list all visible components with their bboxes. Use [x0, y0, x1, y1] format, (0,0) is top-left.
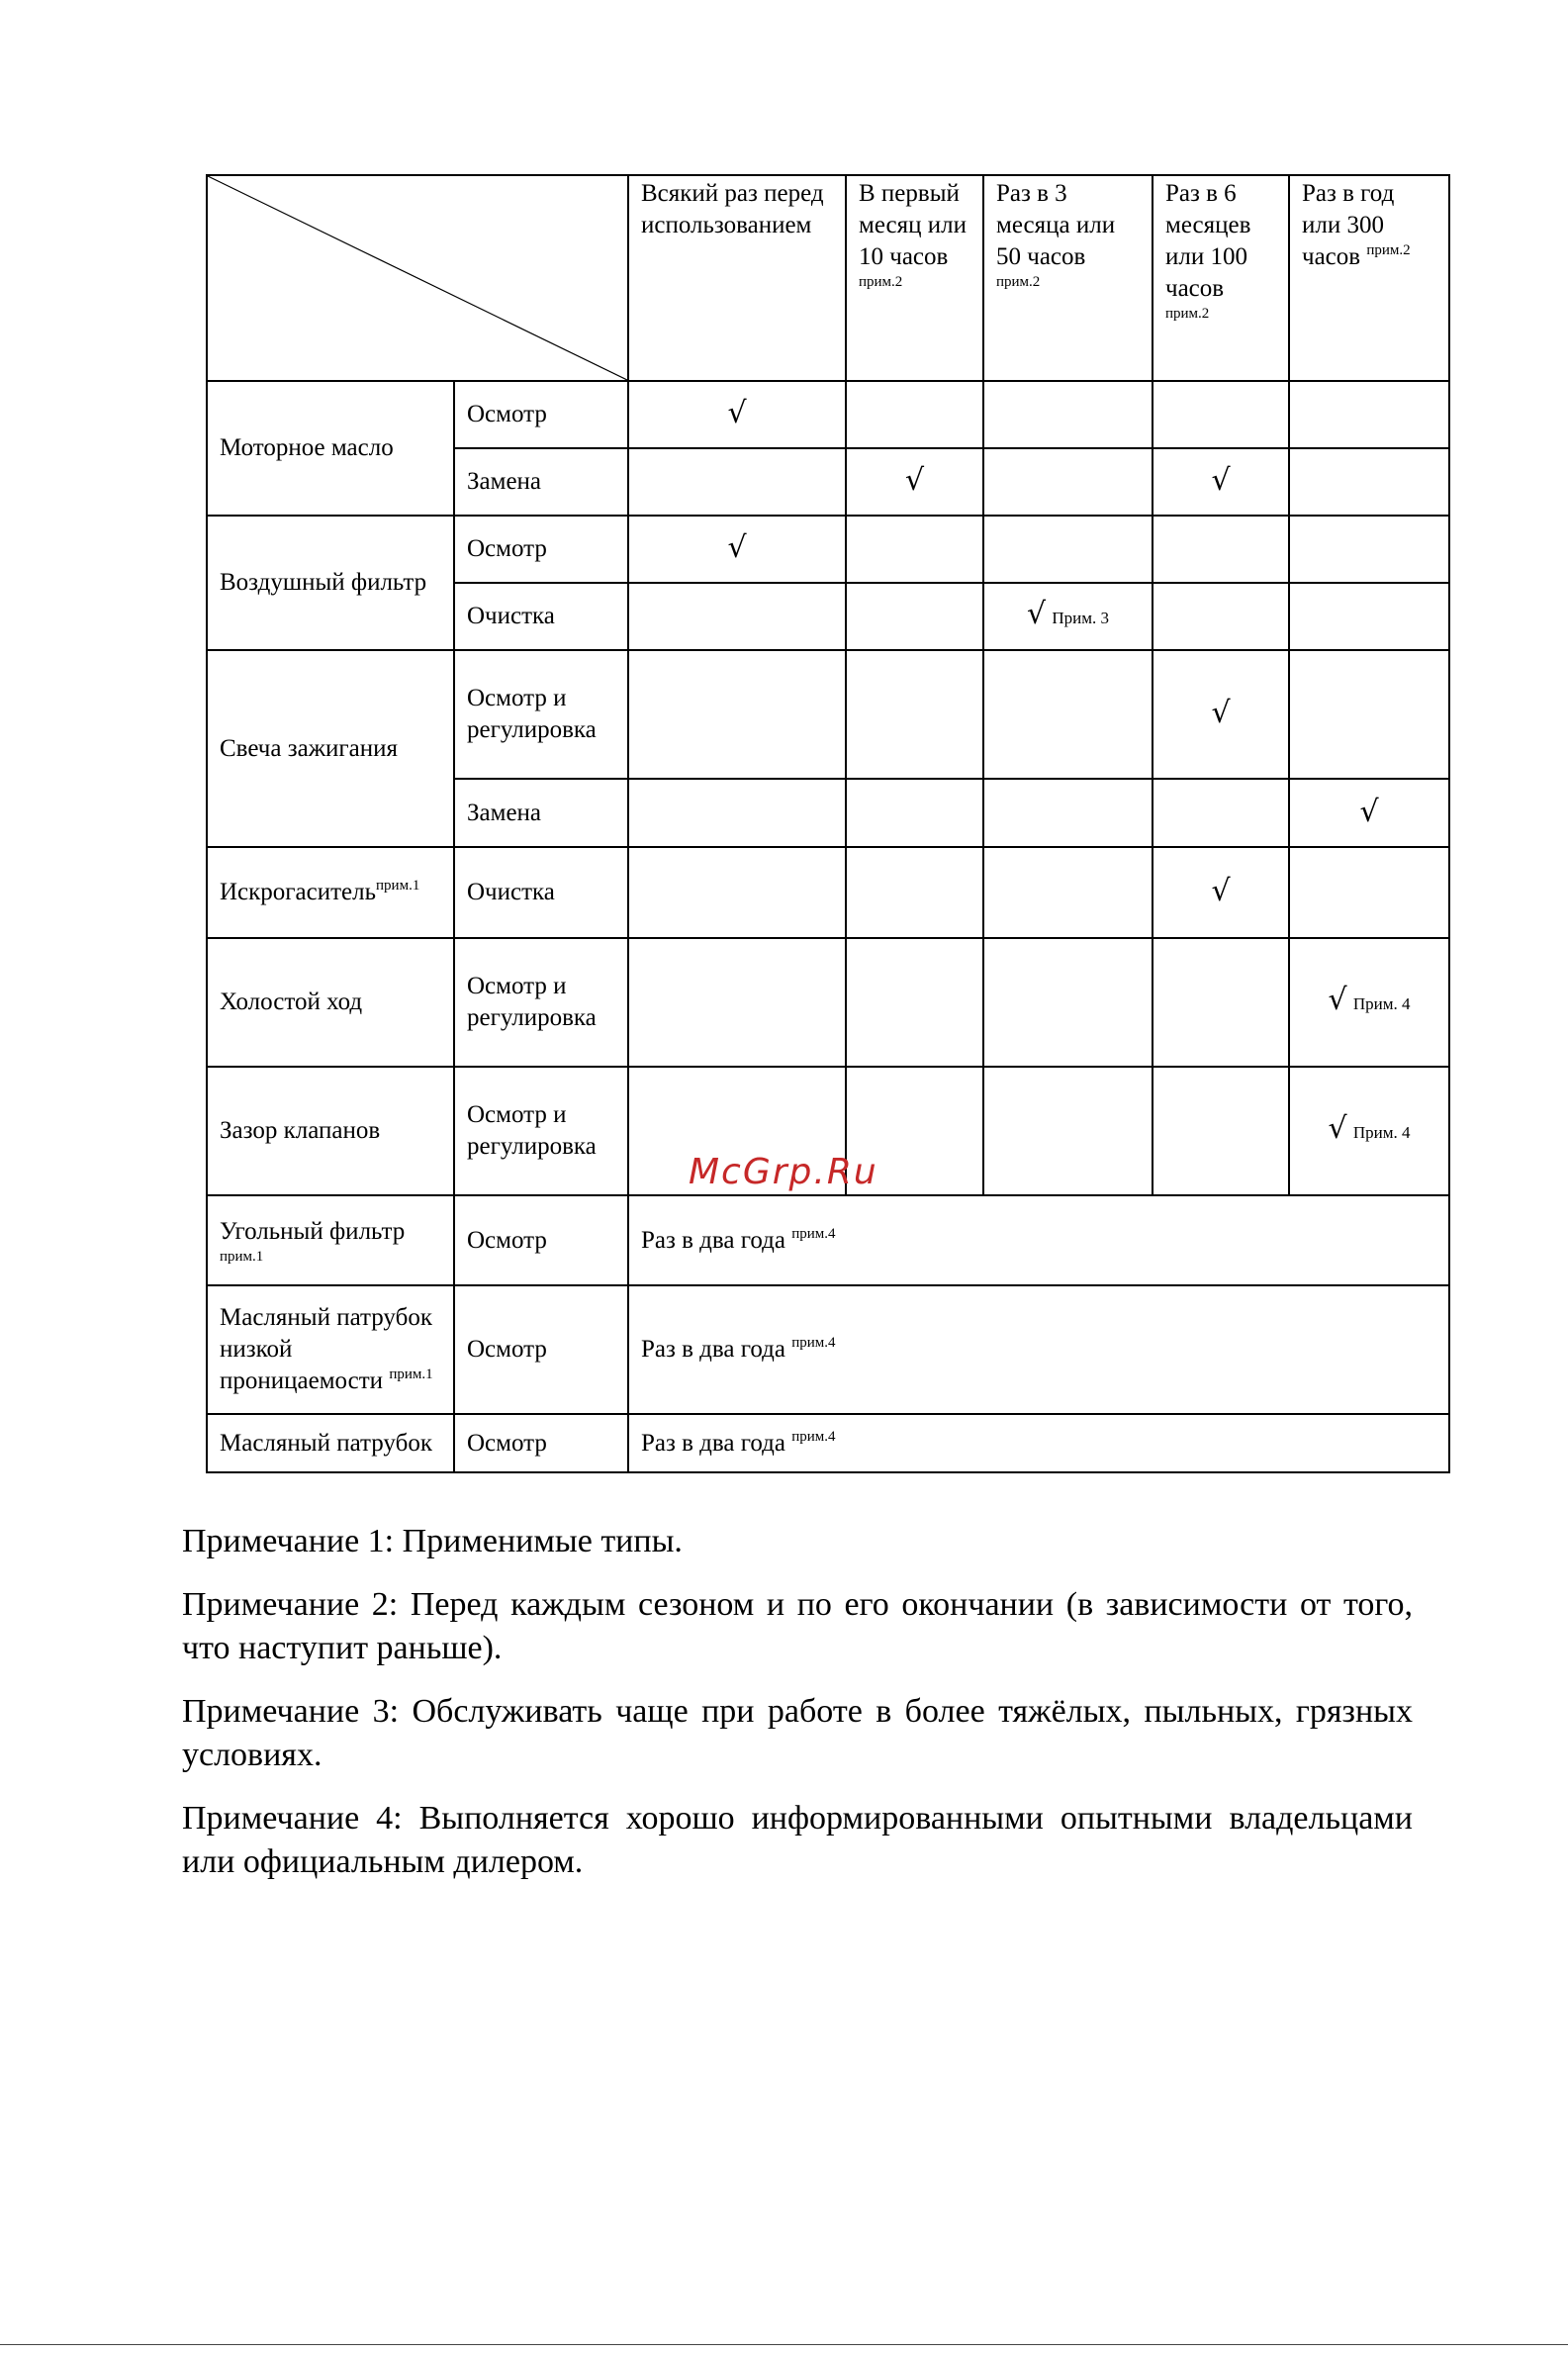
check-cell	[628, 381, 846, 448]
diagonal-header-cell	[207, 175, 628, 381]
table-row	[207, 381, 1449, 448]
table-row	[207, 1414, 1449, 1472]
operation-cell: Осмотр	[454, 381, 628, 448]
period-cell: Раз в два года $^{прим.4}$	[628, 1414, 1449, 1472]
item-oil-hose: Масляный патрубок	[207, 1414, 454, 1472]
header-6-months: Раз в 6 месяцев или 100 часов прим.2	[1153, 175, 1289, 381]
note-1: Примечание 1: Применимые типы.	[182, 1523, 683, 1559]
operation-cell: Осмотр	[454, 1414, 628, 1472]
check-cell	[846, 448, 983, 516]
maintenance-schedule-table	[206, 174, 1450, 1473]
operation-cell: Очистка	[454, 847, 628, 938]
table-row	[207, 938, 1449, 1067]
item-low-permeation-hose: Масляный патрубок низкой проницаемости $^{прим.1}$	[207, 1285, 454, 1414]
check-cell	[1153, 650, 1289, 779]
watermark: McGrp.Ru	[689, 1152, 878, 1192]
item-air-filter: Воздушный фильтр	[207, 516, 454, 650]
operation-cell: Осмотр и регулировка	[454, 650, 628, 779]
item-idle-speed: Холостой ход	[207, 938, 454, 1067]
check-mark-icon: √	[727, 530, 747, 565]
operation-cell: Осмотр	[454, 516, 628, 583]
check-mark-icon: √	[904, 463, 925, 498]
table-row	[207, 650, 1449, 779]
period-cell: Раз в два года $^{прим.4}$	[628, 1195, 1449, 1285]
operation-cell: Очистка	[454, 583, 628, 650]
note-3: Примечание 3: Обслуживать чаще при работе в более тяжёлых, пыльных, грязных условиях.	[182, 1693, 1413, 1773]
check-mark-icon: √	[1328, 983, 1347, 1017]
operation-cell: Осмотр	[454, 1285, 628, 1414]
operation-cell: Замена	[454, 448, 628, 516]
item-carbon-filter: Угольный фильтр прим.1	[207, 1195, 454, 1285]
header-yearly: Раз в год или 300 часов $^{прим.2}$	[1289, 175, 1449, 381]
check-mark-icon: √	[1026, 597, 1047, 631]
check-mark-icon: √	[1328, 1111, 1347, 1146]
note-4: Примечание 4: Выполняется хорошо информированными опытными владельцами или официальным дилером.	[182, 1800, 1413, 1880]
item-spark-arrester: Искрогаситель$^{прим.1}$	[207, 847, 454, 938]
header-first-month: В первый месяц или 10 часов прим.2	[846, 175, 983, 381]
note-2: Примечание 2: Перед каждым сезоном и по его окончании (в зависимости от того, что наступит раньше).	[182, 1586, 1413, 1666]
check-cell: √ Прим. 3	[983, 583, 1153, 650]
check-mark-icon: √	[1211, 874, 1231, 908]
check-cell	[628, 516, 846, 583]
check-cell: √ Прим. 4	[1289, 938, 1449, 1067]
operation-cell: Осмотр	[454, 1195, 628, 1285]
check-cell: √ Прим. 4	[1289, 1067, 1449, 1195]
table-row	[207, 847, 1449, 938]
operation-cell: Замена	[454, 779, 628, 847]
check-mark-icon: √	[1359, 794, 1379, 829]
header-row	[207, 175, 1449, 381]
check-cell	[1289, 779, 1449, 847]
operation-cell: Осмотр и регулировка	[454, 938, 628, 1067]
check-cell	[1153, 847, 1289, 938]
diagonal-line	[208, 176, 627, 380]
table-row	[207, 1195, 1449, 1285]
header-3-months: Раз в 3 месяца или 50 часов прим.2	[983, 175, 1153, 381]
operation-cell: Осмотр и регулировка	[454, 1067, 628, 1195]
check-mark-icon: √	[1211, 463, 1231, 498]
footnotes	[182, 1520, 1413, 1904]
item-spark-plug: Свеча зажигания	[207, 650, 454, 847]
period-cell: Раз в два года $^{прим.4}$	[628, 1285, 1449, 1414]
page-bottom-divider	[0, 2344, 1568, 2345]
check-mark-icon: √	[1211, 696, 1231, 730]
item-engine-oil: Моторное масло	[207, 381, 454, 516]
check-mark-icon: √	[727, 396, 747, 430]
table-row	[207, 516, 1449, 583]
item-valve-clearance: Зазор клапанов	[207, 1067, 454, 1195]
header-every-use: Всякий раз перед использованием	[628, 175, 846, 381]
table-row	[207, 1285, 1449, 1414]
check-cell	[1153, 448, 1289, 516]
